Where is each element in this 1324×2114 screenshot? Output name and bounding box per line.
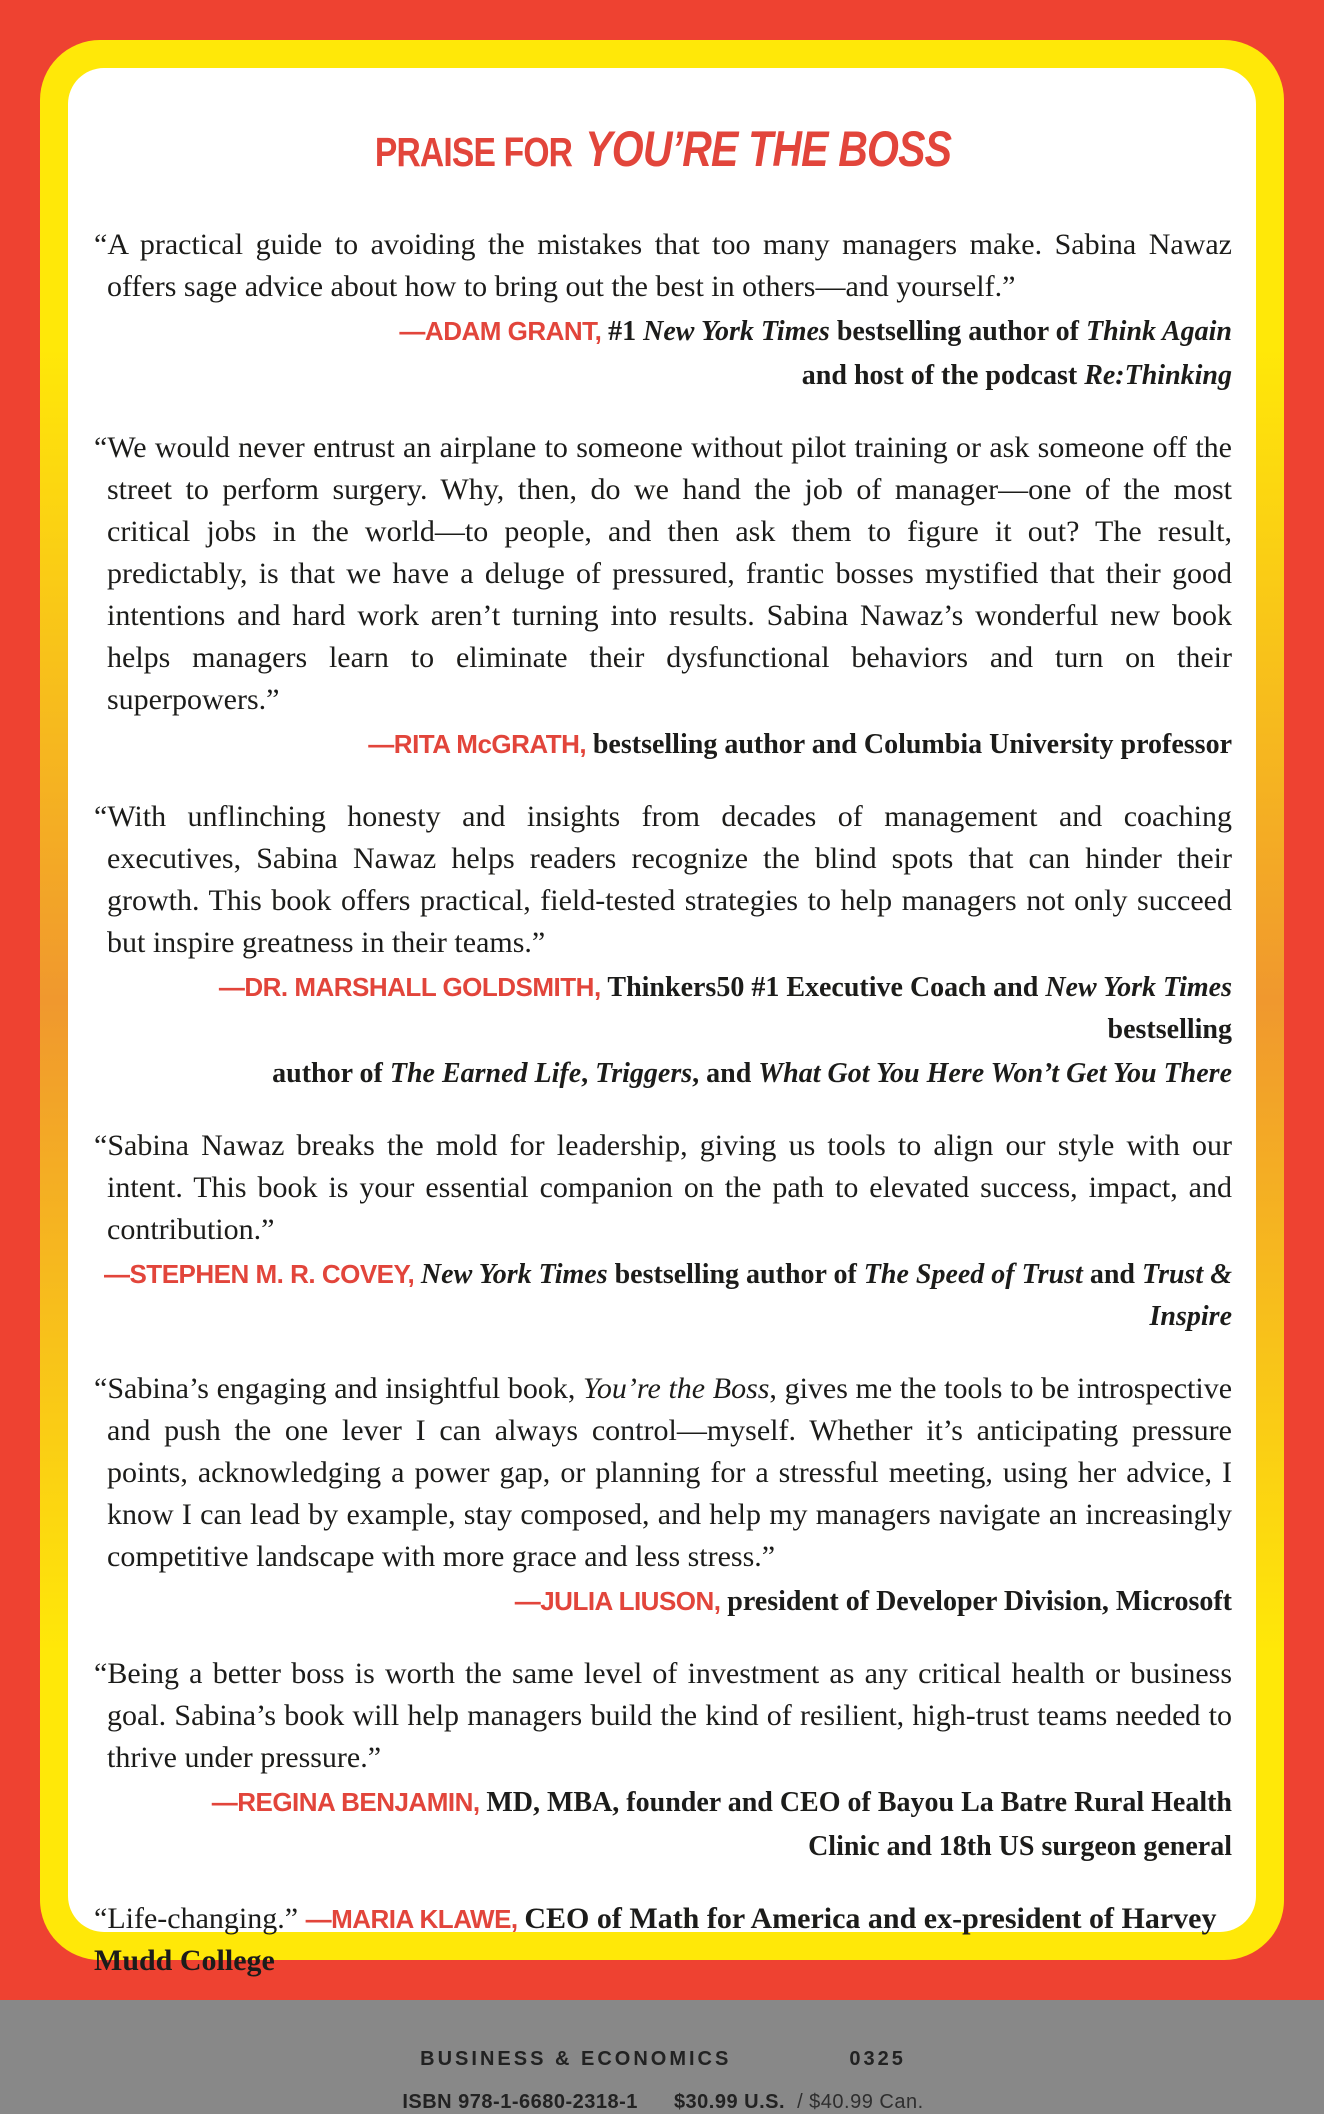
quote-text — [94, 1368, 1232, 1578]
quote-block-stephen-covey — [94, 1125, 1232, 1338]
attribution-name: —DR. MARSHALL GOLDSMITH, — [218, 972, 608, 1002]
quote-text — [94, 1125, 1232, 1251]
text-segment: “Being a better boss is worth the same level of investment as any critical health or business goal. Sabina’s book will help managers build the kind of resilient, high-trust teams needed to thrive under pressure.” — [94, 1657, 1232, 1774]
quote-attribution — [94, 1781, 1232, 1824]
text-segment: “Sabina Nawaz breaks the mold for leadership, giving us tools to align our style with our intent. This book is your essential companion on the path to elevated success, impact, and contribution.” — [94, 1129, 1232, 1246]
quote-attribution — [94, 355, 1232, 397]
text-segment: , — [581, 1058, 596, 1089]
attribution-name: —REGINA BENJAMIN, — [211, 1787, 487, 1817]
text-segment: Trust & Inspire — [1142, 1259, 1232, 1332]
quote-block-adam-grant — [94, 224, 1232, 397]
text-segment: “Sabina’s engaging and insightful book, — [94, 1372, 583, 1405]
text-segment: , and — [692, 1058, 759, 1089]
attribution-name: —MARIA KLAWE, — [305, 1904, 525, 1934]
quote-text — [94, 796, 1232, 964]
text-segment: Clinic and 18th US surgeon general — [808, 1831, 1232, 1862]
text-segment: New York Times — [420, 1259, 608, 1290]
content-panel — [68, 68, 1256, 2113]
quote-text — [94, 427, 1232, 721]
text-segment: What Got You Here Won’t Get You There — [758, 1058, 1232, 1089]
footer-info — [94, 2048, 1232, 2114]
quote-attribution — [94, 310, 1232, 353]
text-segment: #1 — [608, 316, 644, 347]
text-segment: Thinkers50 #1 Executive Coach and — [607, 972, 1046, 1003]
quote-block-maria-klawe — [94, 1898, 1232, 1982]
text-segment: New York Times — [643, 316, 830, 347]
quote-attribution — [94, 1253, 1232, 1338]
praise-for-label: PRAISE FOR — [374, 129, 573, 175]
quote-text — [94, 224, 1232, 308]
praise-title — [196, 120, 1129, 178]
quote-attribution — [94, 1826, 1232, 1868]
isbn-label: ISBN 978-1-6680-2318-1 — [402, 2091, 638, 2113]
attribution-name: —RITA MᴄGRATH, — [368, 729, 593, 759]
quote-text — [94, 1653, 1232, 1779]
text-segment: Think Again — [1085, 316, 1232, 347]
quote-attribution — [94, 1580, 1232, 1623]
quote-attribution — [94, 723, 1232, 766]
print-code: 0325 — [849, 2048, 906, 2070]
quote-block-julia-liuson — [94, 1368, 1232, 1623]
text-segment: , gives me the tools to be introspective and push the one lever I can always control—myself. Whether it’s anticipating pressure points, acknowledging a power gap, or planning for a stressful meeting, using her advice, I know I can lead by example, stay composed, and help my managers navigate an increasingly competitive landscape with more grace and less stress.” — [107, 1372, 1233, 1573]
footer-category-row — [94, 2048, 1232, 2071]
text-segment: president of Developer Division, Microsoft — [727, 1586, 1232, 1617]
book-title-label: YOU’RE THE BOSS — [585, 121, 952, 177]
attribution-name: —ADAM GRANT, — [399, 316, 609, 346]
footer-isbn-row — [94, 2091, 1232, 2114]
text-segment: MD, MBA, founder and CEO of Bayou La Batre Rural Health — [486, 1787, 1232, 1818]
text-segment: bestselling author of — [607, 1259, 864, 1290]
quote-block-marshall-goldsmith — [94, 796, 1232, 1095]
quote-attribution — [94, 1053, 1232, 1095]
text-segment: and host of the podcast — [801, 360, 1085, 391]
text-segment: bestselling — [1107, 1014, 1232, 1045]
text-segment: The Speed of Trust — [863, 1259, 1083, 1290]
text-segment: “A practical guide to avoiding the mistakes that too many managers make. Sabina Nawaz offers sage advice about how to bring out the best in others—and yourself.” — [94, 228, 1232, 303]
text-segment: New York Times — [1045, 972, 1232, 1003]
attribution-name: —STEPHEN M. R. COVEY, — [103, 1259, 421, 1289]
category-label: BUSINESS & ECONOMICS — [420, 2048, 732, 2070]
text-segment: CEO of Math for America and ex-president of Harvey Mudd College — [94, 1902, 1217, 1977]
text-segment: “We would never entrust an airplane to someone without pilot training or ask someone off the street to perform surgery. Why, then, do we hand the job of manager—one of the most critical jobs in the world—to people, and then ask them to figure it out? The result, predictably, is that we have a deluge of pressured, frantic bosses mystified that their good intentions and hard work aren’t turning into results. Sabina Nawaz’s wonderful new book helps managers learn to eliminate their dysfunctional behaviors and turn on their superpowers.” — [94, 431, 1232, 716]
text-segment: and — [1082, 1259, 1142, 1290]
price-can-label: / $40.99 Can. — [797, 2091, 924, 2113]
yellow-border-ring — [40, 40, 1284, 2113]
quote-text — [94, 1898, 1232, 1982]
text-segment: bestselling author of — [829, 316, 1086, 347]
quote-attribution — [94, 966, 1232, 1051]
text-segment: The Earned Life — [389, 1058, 582, 1089]
text-segment: “With unflinching honesty and insights from decades of management and coaching executives, Sabina Nawaz helps readers recognize the blind spots that can hinder their growth. This book offers practical, field-tested strategies to help managers not only succeed but inspire greatness in their teams.” — [94, 800, 1232, 959]
text-segment: author of — [272, 1058, 390, 1089]
text-segment: “Life-changing.” — [94, 1902, 306, 1935]
text-segment: Re:Thinking — [1084, 360, 1232, 391]
text-segment: You’re the Boss — [583, 1372, 770, 1405]
text-segment: Triggers — [595, 1058, 693, 1089]
quote-block-rita-mcgrath — [94, 427, 1232, 766]
quote-block-regina-benjamin — [94, 1653, 1232, 1868]
text-segment: bestselling author and Columbia University professor — [592, 729, 1232, 760]
attribution-name: —JULIA LIUSON, — [514, 1586, 728, 1616]
price-us-label: $30.99 U.S. — [673, 2091, 786, 2113]
